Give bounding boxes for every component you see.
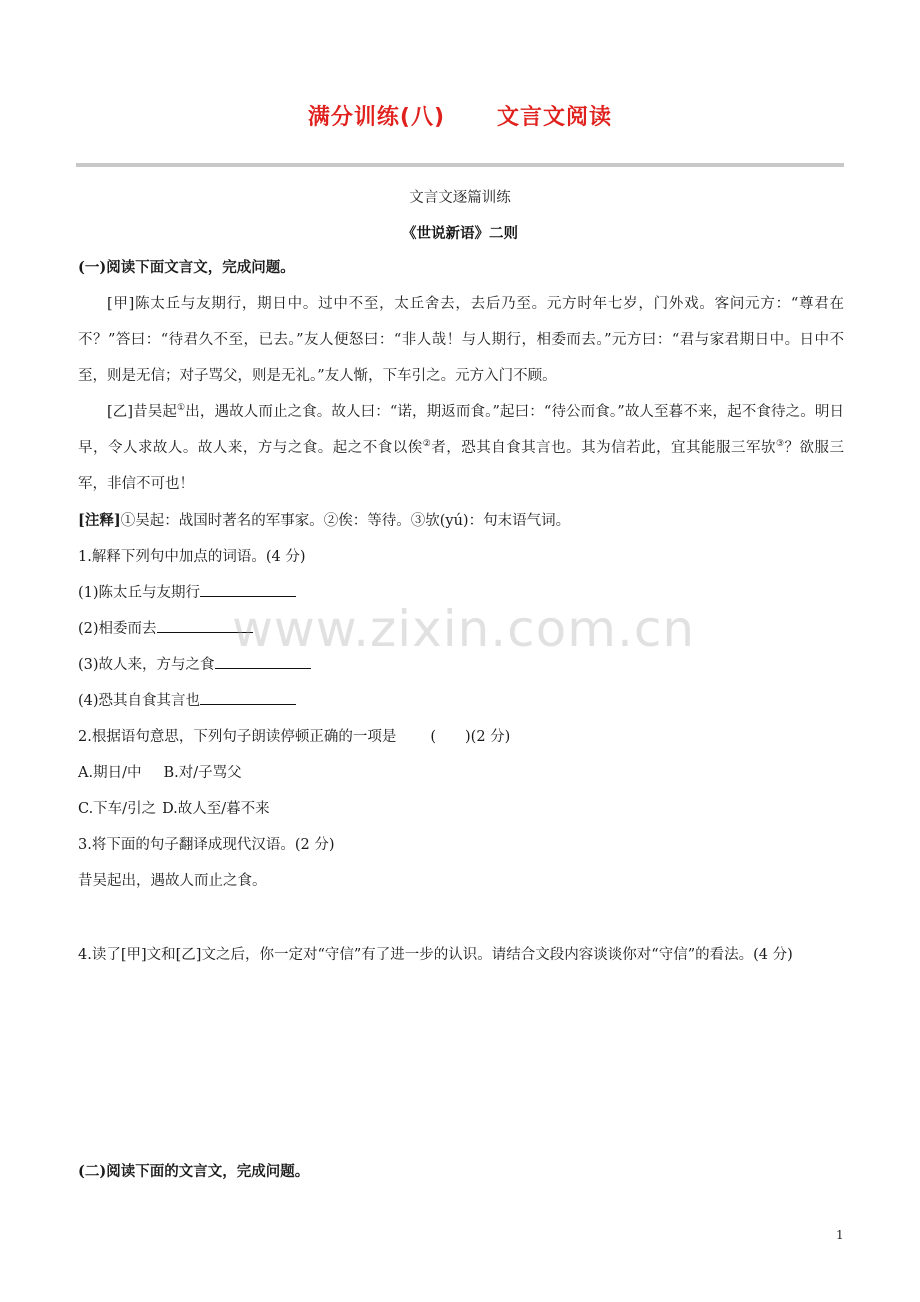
- question-1-item-text: (2)相委而去: [78, 621, 157, 637]
- footnote-ref-1: ①: [177, 403, 186, 414]
- watermark: www.zixin.com.cn: [232, 600, 696, 658]
- question-2-options-row2: [78, 791, 844, 827]
- question-1-item: [78, 575, 844, 611]
- question-1-item-text: (3)故人来，方与之食: [78, 657, 215, 673]
- work-title: 《世说新语》二则: [402, 225, 518, 242]
- question-1-item-text: (4)恐其自食其言也: [78, 693, 201, 709]
- annotation-label: [注释]: [78, 512, 121, 529]
- page-title: [0, 100, 920, 131]
- annotation: [78, 503, 844, 539]
- question-3-sentence: 昔吴起出，遇故人而止之食。: [78, 873, 267, 889]
- option-c[interactable]: C.下车/引之: [78, 801, 157, 817]
- footnote-ref-2: ②: [422, 439, 432, 450]
- title-right: 文言文阅读: [497, 105, 613, 130]
- question-2-options-row1: [78, 755, 844, 791]
- option-a[interactable]: A.期日/中: [78, 765, 142, 781]
- section2-heading: (二)阅读下面的文言文，完成问题。: [78, 1163, 310, 1180]
- question-2-text: 2.根据语句意思，下列句子朗读停顿正确的一项是: [78, 729, 397, 745]
- question-2-stem: [78, 719, 844, 755]
- answer-blank[interactable]: [157, 618, 253, 633]
- section1-heading: (一)阅读下面文言文，完成问题。: [78, 259, 295, 276]
- question-1-item: [78, 683, 844, 719]
- title-left: 满分训练(八): [307, 105, 446, 130]
- question-2-answer-paren[interactable]: ( )(2 分): [430, 729, 511, 745]
- option-b[interactable]: B.对/子骂父: [163, 765, 242, 781]
- annotation-text: ①吴起：战国时著名的军事家。②俟：等待。③欤(yú)：句末语气词。: [120, 513, 571, 529]
- answer-blank[interactable]: [215, 654, 311, 669]
- page-number: 1: [836, 1228, 844, 1242]
- passage-jia-text: [甲]陈太丘与友期行，期日中。过中不至，太丘舍去，去后乃至。元方时年七岁，门外戏。客问元方：“尊君在不？”答曰：“待君久不至，已去。”友人便怒曰：“非人哉！与人期行，相委而去。”元方曰：“君与家君期日中。日中不至，则是无信；对子骂父，则是无礼。”友人惭，下车引之。元方入门不顾。: [78, 296, 844, 384]
- passage-yi-part2: 出，遇故人而止之食。故人曰：“诺，期返而食。”起曰：“待公而食。”故人至暮不来，起不食待之。明日早，令人求故人。故人来，方与之食。起之不食以俟: [78, 404, 844, 456]
- passage-yi-part4: ？欲服三军，非信不可也！: [78, 440, 844, 492]
- question-3-stem: 3.将下面的句子翻译成现代汉语。(2 分): [78, 837, 335, 853]
- passage-jia: [78, 286, 844, 394]
- section-subtitle: 文言文逐篇训练: [409, 190, 511, 206]
- passage-yi-part3: 者，恐其自食其言也。其为信若此，宜其能服三军欤: [431, 440, 776, 456]
- footnote-ref-3: ③: [775, 439, 785, 450]
- question-1-item: [78, 611, 844, 647]
- passage-yi-part1: [乙]昔吴起: [107, 404, 178, 420]
- question-1-item: [78, 647, 844, 683]
- question-1-item-text: (1)陈太丘与友期行: [78, 585, 201, 601]
- answer-blank[interactable]: [200, 690, 296, 705]
- answer-blank[interactable]: [200, 582, 296, 597]
- question-1-stem: 1.解释下列句中加点的词语。(4 分): [78, 549, 306, 565]
- passage-yi: [78, 394, 844, 502]
- question-4-stem: 4.读了[甲]文和[乙]文之后，你一定对“守信”有了进一步的认识。请结合文段内容谈谈你对“守信”的看法。(4 分): [78, 947, 793, 963]
- title-divider: [76, 163, 844, 167]
- option-d[interactable]: D.故人至/暮不来: [162, 801, 270, 817]
